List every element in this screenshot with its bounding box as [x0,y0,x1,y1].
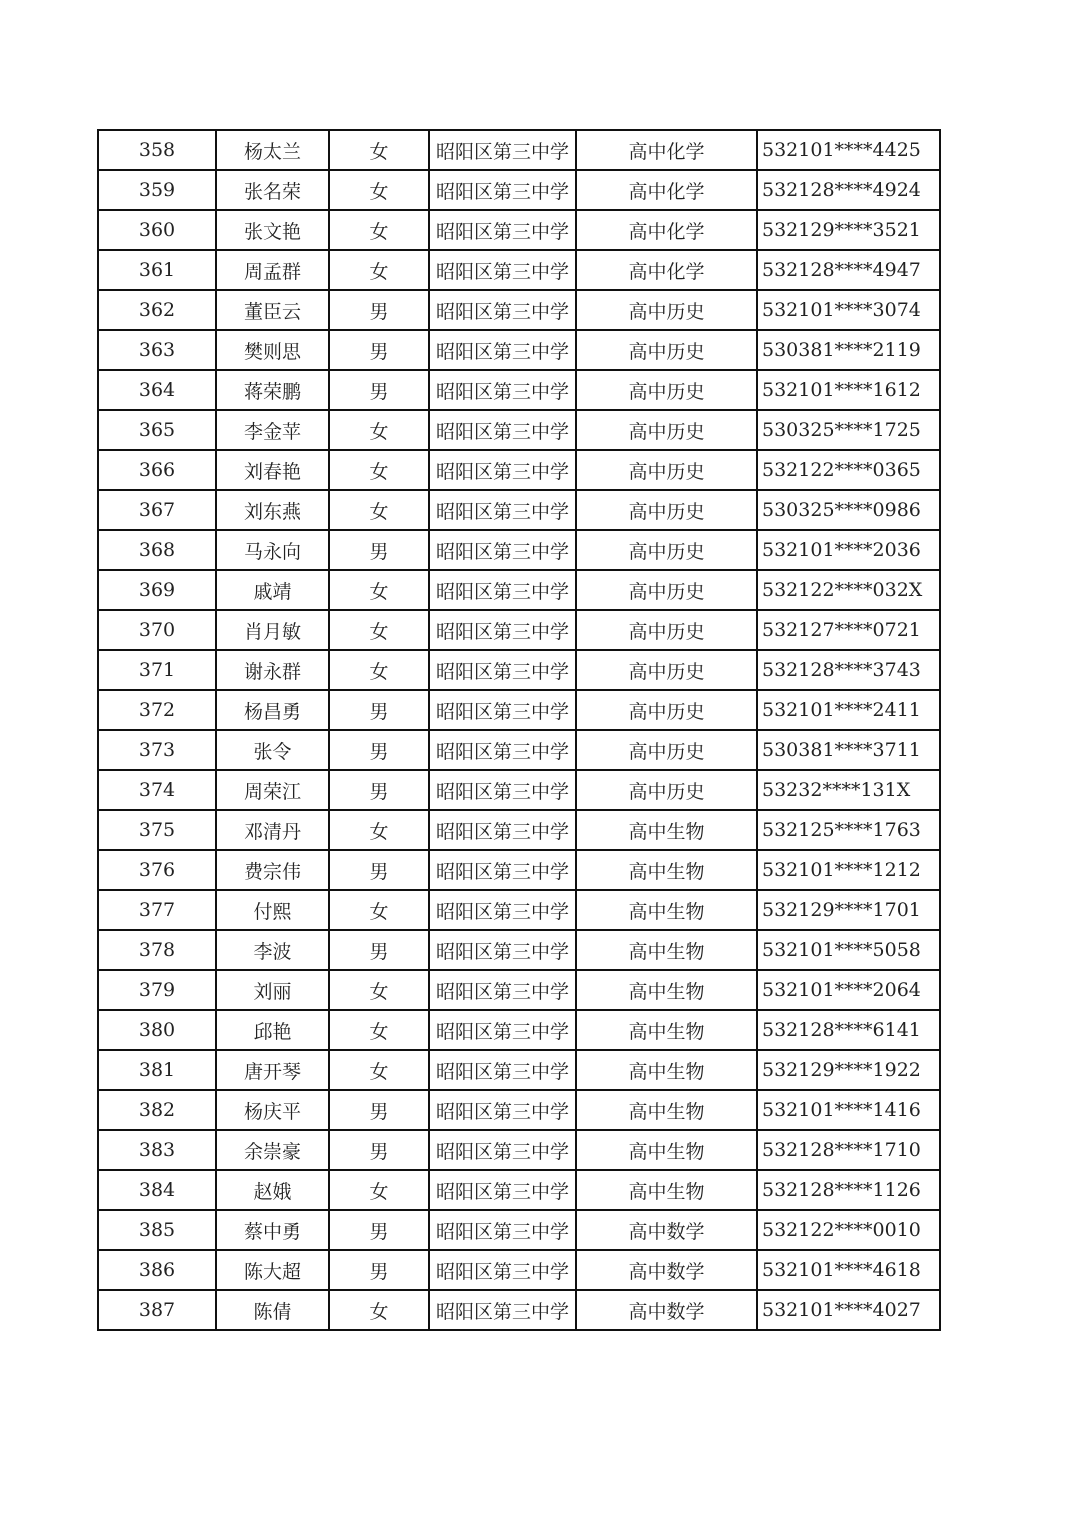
gender-cell: 女 [329,570,429,610]
subject-cell: 高中生物 [576,930,757,970]
id-number-cell: 530381****3711 [757,730,940,770]
subject-cell: 高中历史 [576,650,757,690]
teacher-name-cell: 蒋荣鹏 [216,370,329,410]
gender-cell: 男 [329,290,429,330]
table-row [98,1010,940,1050]
teacher-name-cell: 刘东燕 [216,490,329,530]
table-row [98,1050,940,1090]
subject-cell: 高中生物 [576,850,757,890]
id-number-cell: 532101****1416 [757,1090,940,1130]
table-row [98,130,940,170]
school-cell: 昭阳区第三中学 [429,650,576,690]
teacher-name-cell: 马永向 [216,530,329,570]
id-number-cell: 532101****3074 [757,290,940,330]
teacher-name-cell: 刘丽 [216,970,329,1010]
gender-cell: 女 [329,1010,429,1050]
school-cell: 昭阳区第三中学 [429,250,576,290]
school-cell: 昭阳区第三中学 [429,810,576,850]
school-cell: 昭阳区第三中学 [429,170,576,210]
school-cell: 昭阳区第三中学 [429,490,576,530]
school-cell: 昭阳区第三中学 [429,1290,576,1330]
table-row [98,250,940,290]
row-number-cell: 382 [98,1090,216,1130]
row-number-cell: 381 [98,1050,216,1090]
gender-cell: 女 [329,610,429,650]
table-row [98,290,940,330]
teacher-name-cell: 张令 [216,730,329,770]
gender-cell: 女 [329,1050,429,1090]
row-number-cell: 360 [98,210,216,250]
teacher-name-cell: 董臣云 [216,290,329,330]
table-row [98,490,940,530]
school-cell: 昭阳区第三中学 [429,850,576,890]
row-number-cell: 383 [98,1130,216,1170]
school-cell: 昭阳区第三中学 [429,690,576,730]
id-number-cell: 532101****2064 [757,970,940,1010]
id-number-cell: 532127****0721 [757,610,940,650]
subject-cell: 高中生物 [576,1010,757,1050]
subject-cell: 高中生物 [576,890,757,930]
school-cell: 昭阳区第三中学 [429,130,576,170]
teacher-name-cell: 费宗伟 [216,850,329,890]
gender-cell: 女 [329,250,429,290]
id-number-cell: 532129****1922 [757,1050,940,1090]
teacher-name-cell: 杨庆平 [216,1090,329,1130]
id-number-cell: 532101****2411 [757,690,940,730]
school-cell: 昭阳区第三中学 [429,290,576,330]
teacher-name-cell: 张文艳 [216,210,329,250]
id-number-cell: 53232****131X [757,770,940,810]
id-number-cell: 532128****1126 [757,1170,940,1210]
table-row [98,1170,940,1210]
subject-cell: 高中生物 [576,1170,757,1210]
gender-cell: 男 [329,1090,429,1130]
id-number-cell: 532128****4947 [757,250,940,290]
teacher-name-cell: 陈大超 [216,1250,329,1290]
teacher-name-cell: 付熙 [216,890,329,930]
table-row [98,1250,940,1290]
row-number-cell: 374 [98,770,216,810]
row-number-cell: 384 [98,1170,216,1210]
subject-cell: 高中历史 [576,370,757,410]
gender-cell: 男 [329,690,429,730]
row-number-cell: 366 [98,450,216,490]
row-number-cell: 376 [98,850,216,890]
teacher-name-cell: 肖月敏 [216,610,329,650]
table-row [98,1090,940,1130]
school-cell: 昭阳区第三中学 [429,370,576,410]
id-number-cell: 532101****4027 [757,1290,940,1330]
teacher-name-cell: 李波 [216,930,329,970]
school-cell: 昭阳区第三中学 [429,730,576,770]
row-number-cell: 358 [98,130,216,170]
school-cell: 昭阳区第三中学 [429,330,576,370]
school-cell: 昭阳区第三中学 [429,1210,576,1250]
teacher-name-cell: 戚靖 [216,570,329,610]
gender-cell: 女 [329,490,429,530]
roster-table [97,129,941,1331]
teacher-name-cell: 邱艳 [216,1010,329,1050]
subject-cell: 高中历史 [576,770,757,810]
row-number-cell: 370 [98,610,216,650]
teacher-name-cell: 刘春艳 [216,450,329,490]
subject-cell: 高中生物 [576,970,757,1010]
subject-cell: 高中化学 [576,170,757,210]
table-row [98,970,940,1010]
teacher-name-cell: 陈倩 [216,1290,329,1330]
row-number-cell: 369 [98,570,216,610]
gender-cell: 女 [329,410,429,450]
gender-cell: 男 [329,930,429,970]
id-number-cell: 532128****4924 [757,170,940,210]
gender-cell: 男 [329,370,429,410]
gender-cell: 男 [329,1210,429,1250]
teacher-name-cell: 邓清丹 [216,810,329,850]
teacher-name-cell: 周荣江 [216,770,329,810]
row-number-cell: 361 [98,250,216,290]
school-cell: 昭阳区第三中学 [429,610,576,650]
table-row [98,450,940,490]
subject-cell: 高中化学 [576,130,757,170]
table-row [98,930,940,970]
table-row [98,650,940,690]
subject-cell: 高中化学 [576,210,757,250]
subject-cell: 高中数学 [576,1290,757,1330]
subject-cell: 高中历史 [576,410,757,450]
row-number-cell: 386 [98,1250,216,1290]
id-number-cell: 530325****1725 [757,410,940,450]
school-cell: 昭阳区第三中学 [429,530,576,570]
gender-cell: 男 [329,1130,429,1170]
row-number-cell: 385 [98,1210,216,1250]
row-number-cell: 363 [98,330,216,370]
subject-cell: 高中历史 [576,450,757,490]
row-number-cell: 371 [98,650,216,690]
teacher-name-cell: 张名荣 [216,170,329,210]
id-number-cell: 532101****1212 [757,850,940,890]
gender-cell: 男 [329,1250,429,1290]
school-cell: 昭阳区第三中学 [429,970,576,1010]
school-cell: 昭阳区第三中学 [429,210,576,250]
row-number-cell: 372 [98,690,216,730]
id-number-cell: 532122****0010 [757,1210,940,1250]
teacher-name-cell: 谢永群 [216,650,329,690]
school-cell: 昭阳区第三中学 [429,1050,576,1090]
id-number-cell: 532101****4425 [757,130,940,170]
row-number-cell: 378 [98,930,216,970]
school-cell: 昭阳区第三中学 [429,770,576,810]
id-number-cell: 532101****5058 [757,930,940,970]
school-cell: 昭阳区第三中学 [429,1250,576,1290]
gender-cell: 男 [329,330,429,370]
teacher-name-cell: 唐开琴 [216,1050,329,1090]
school-cell: 昭阳区第三中学 [429,1170,576,1210]
table-row [98,530,940,570]
teacher-name-cell: 樊则思 [216,330,329,370]
table-row [98,410,940,450]
row-number-cell: 379 [98,970,216,1010]
id-number-cell: 532129****3521 [757,210,940,250]
gender-cell: 女 [329,970,429,1010]
table-row [98,1290,940,1330]
gender-cell: 女 [329,130,429,170]
id-number-cell: 532101****2036 [757,530,940,570]
gender-cell: 女 [329,1170,429,1210]
school-cell: 昭阳区第三中学 [429,570,576,610]
id-number-cell: 532101****4618 [757,1250,940,1290]
table-row [98,330,940,370]
id-number-cell: 532128****3743 [757,650,940,690]
teacher-name-cell: 杨太兰 [216,130,329,170]
subject-cell: 高中生物 [576,1090,757,1130]
teacher-name-cell: 杨昌勇 [216,690,329,730]
gender-cell: 女 [329,890,429,930]
row-number-cell: 373 [98,730,216,770]
id-number-cell: 532128****6141 [757,1010,940,1050]
table-row [98,1130,940,1170]
gender-cell: 女 [329,210,429,250]
gender-cell: 男 [329,850,429,890]
gender-cell: 男 [329,730,429,770]
subject-cell: 高中历史 [576,330,757,370]
row-number-cell: 377 [98,890,216,930]
subject-cell: 高中数学 [576,1250,757,1290]
row-number-cell: 367 [98,490,216,530]
table-row [98,690,940,730]
table-row [98,730,940,770]
row-number-cell: 364 [98,370,216,410]
school-cell: 昭阳区第三中学 [429,930,576,970]
row-number-cell: 387 [98,1290,216,1330]
subject-cell: 高中历史 [576,610,757,650]
school-cell: 昭阳区第三中学 [429,1010,576,1050]
school-cell: 昭阳区第三中学 [429,410,576,450]
school-cell: 昭阳区第三中学 [429,450,576,490]
id-number-cell: 530325****0986 [757,490,940,530]
gender-cell: 男 [329,530,429,570]
gender-cell: 女 [329,1290,429,1330]
table-row [98,850,940,890]
subject-cell: 高中数学 [576,1210,757,1250]
subject-cell: 高中化学 [576,250,757,290]
subject-cell: 高中历史 [576,530,757,570]
subject-cell: 高中生物 [576,810,757,850]
table-row [98,810,940,850]
gender-cell: 女 [329,450,429,490]
gender-cell: 女 [329,810,429,850]
id-number-cell: 532125****1763 [757,810,940,850]
id-number-cell: 532101****1612 [757,370,940,410]
row-number-cell: 375 [98,810,216,850]
id-number-cell: 532128****1710 [757,1130,940,1170]
id-number-cell: 530381****2119 [757,330,940,370]
roster-body [98,130,940,1330]
teacher-name-cell: 赵娥 [216,1170,329,1210]
table-row [98,570,940,610]
subject-cell: 高中历史 [576,730,757,770]
subject-cell: 高中历史 [576,690,757,730]
table-row [98,1210,940,1250]
table-row [98,170,940,210]
table-row [98,370,940,410]
teacher-name-cell: 余崇豪 [216,1130,329,1170]
table-row [98,770,940,810]
teacher-name-cell: 李金苹 [216,410,329,450]
gender-cell: 女 [329,650,429,690]
teacher-name-cell: 周孟群 [216,250,329,290]
school-cell: 昭阳区第三中学 [429,1130,576,1170]
subject-cell: 高中生物 [576,1050,757,1090]
row-number-cell: 368 [98,530,216,570]
table-row [98,890,940,930]
gender-cell: 女 [329,170,429,210]
row-number-cell: 380 [98,1010,216,1050]
id-number-cell: 532122****032X [757,570,940,610]
row-number-cell: 365 [98,410,216,450]
school-cell: 昭阳区第三中学 [429,890,576,930]
subject-cell: 高中历史 [576,570,757,610]
row-number-cell: 359 [98,170,216,210]
subject-cell: 高中历史 [576,290,757,330]
id-number-cell: 532129****1701 [757,890,940,930]
table-row [98,610,940,650]
id-number-cell: 532122****0365 [757,450,940,490]
teacher-name-cell: 蔡中勇 [216,1210,329,1250]
subject-cell: 高中生物 [576,1130,757,1170]
school-cell: 昭阳区第三中学 [429,1090,576,1130]
table-row [98,210,940,250]
row-number-cell: 362 [98,290,216,330]
subject-cell: 高中历史 [576,490,757,530]
gender-cell: 男 [329,770,429,810]
